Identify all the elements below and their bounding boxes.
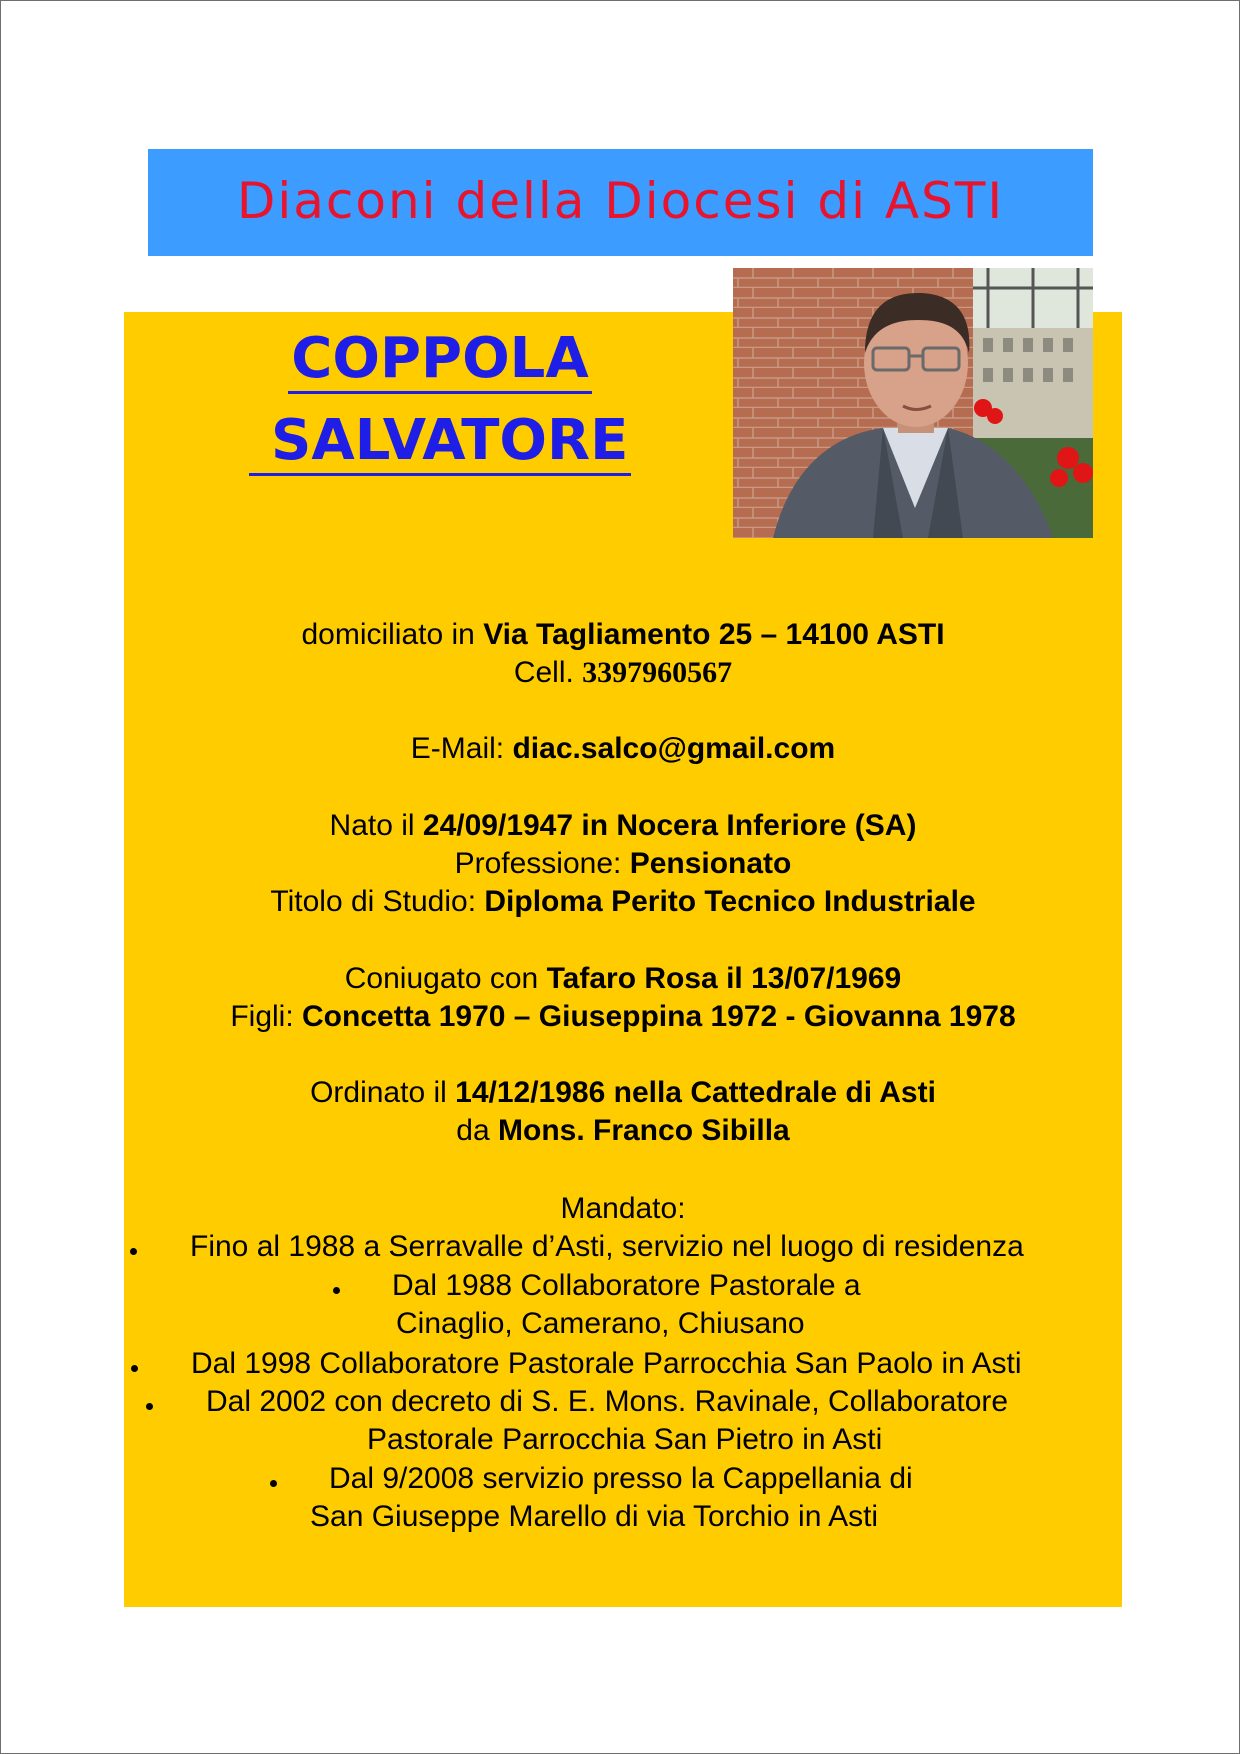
children-label: Figli: [230, 1000, 303, 1033]
mandate-item-3: Dal 1998 Collaboratore Pastorale Parrocchia San Paolo in Asti [191, 1347, 1022, 1380]
person-name [220, 318, 660, 482]
bullet-icon [146, 1403, 153, 1410]
children-line [124, 998, 1122, 1036]
mandate-item-2-cont: Cinaglio, Camerano, Chiusano [396, 1307, 805, 1340]
mandate-item-1: Fino al 1988 a Serravalle d’Asti, servizio nel luogo di residenza [190, 1230, 1024, 1263]
ordination-line-2 [124, 1112, 1122, 1150]
study-value: Diploma Perito Tecnico Industriale [484, 885, 976, 918]
email-label: E-Mail: [410, 732, 513, 765]
page-title: Diaconi della Diocesi di ASTI [236, 171, 1005, 230]
surname: COPPOLA [288, 326, 591, 394]
email-value[interactable]: diac.salco@gmail.com [512, 732, 836, 765]
address-value: Via Tagliamento 25 – 14100 ASTI [483, 618, 945, 651]
bullet-icon [333, 1287, 340, 1294]
married-label: Coniugato con [344, 962, 547, 995]
bullet-icon [131, 1365, 138, 1372]
married-value: Tafaro Rosa il 13/07/1969 [546, 962, 902, 995]
ordination-value-2: Mons. Franco Sibilla [498, 1114, 790, 1147]
job-label: Professione: [454, 847, 630, 880]
ordination-value-1: 14/12/1986 nella Cattedrale di Asti [455, 1076, 936, 1109]
mandate-item-4-cont: Pastorale Parrocchia San Pietro in Asti [367, 1423, 883, 1456]
title-banner [148, 149, 1093, 256]
married-line [124, 960, 1122, 998]
bullet-icon [270, 1480, 277, 1487]
given-name: SALVATORE [249, 408, 632, 476]
bullet-icon [130, 1248, 137, 1255]
study-line [124, 883, 1122, 921]
study-label: Titolo di Studio: [270, 885, 485, 918]
portrait-photo [733, 268, 1093, 538]
mandate-item-2: Dal 1988 Collaboratore Pastorale a [392, 1269, 861, 1302]
birth-line [124, 807, 1122, 845]
job-line [124, 845, 1122, 883]
birth-label: Nato il [329, 809, 423, 842]
mandate-item-4: Dal 2002 con decreto di S. E. Mons. Ravinale, Collaboratore [206, 1385, 1009, 1418]
mandate-item-5: Dal 9/2008 servizio presso la Cappellania di [329, 1462, 913, 1495]
address-label: domiciliato in [301, 618, 484, 651]
job-value: Pensionato [629, 847, 792, 880]
ordination-label-2: da [456, 1114, 498, 1147]
portrait-illustration [733, 268, 1093, 538]
cell-value: 3397960567 [582, 656, 733, 689]
ordination-label-1: Ordinato il [310, 1076, 456, 1109]
cell-label: Cell. [513, 656, 583, 689]
ordination-line-1 [124, 1074, 1122, 1112]
cell-line [124, 654, 1122, 692]
birth-value: 24/09/1947 in Nocera Inferiore (SA) [422, 809, 917, 842]
children-value: Concetta 1970 – Giuseppina 1972 - Giovanna 1978 [302, 1000, 1016, 1033]
address-line [124, 616, 1122, 654]
email-line [124, 730, 1122, 768]
mandate-item-5-cont: San Giuseppe Marello di via Torchio in Asti [310, 1500, 879, 1533]
mandate-heading: Mandato: [560, 1192, 686, 1225]
